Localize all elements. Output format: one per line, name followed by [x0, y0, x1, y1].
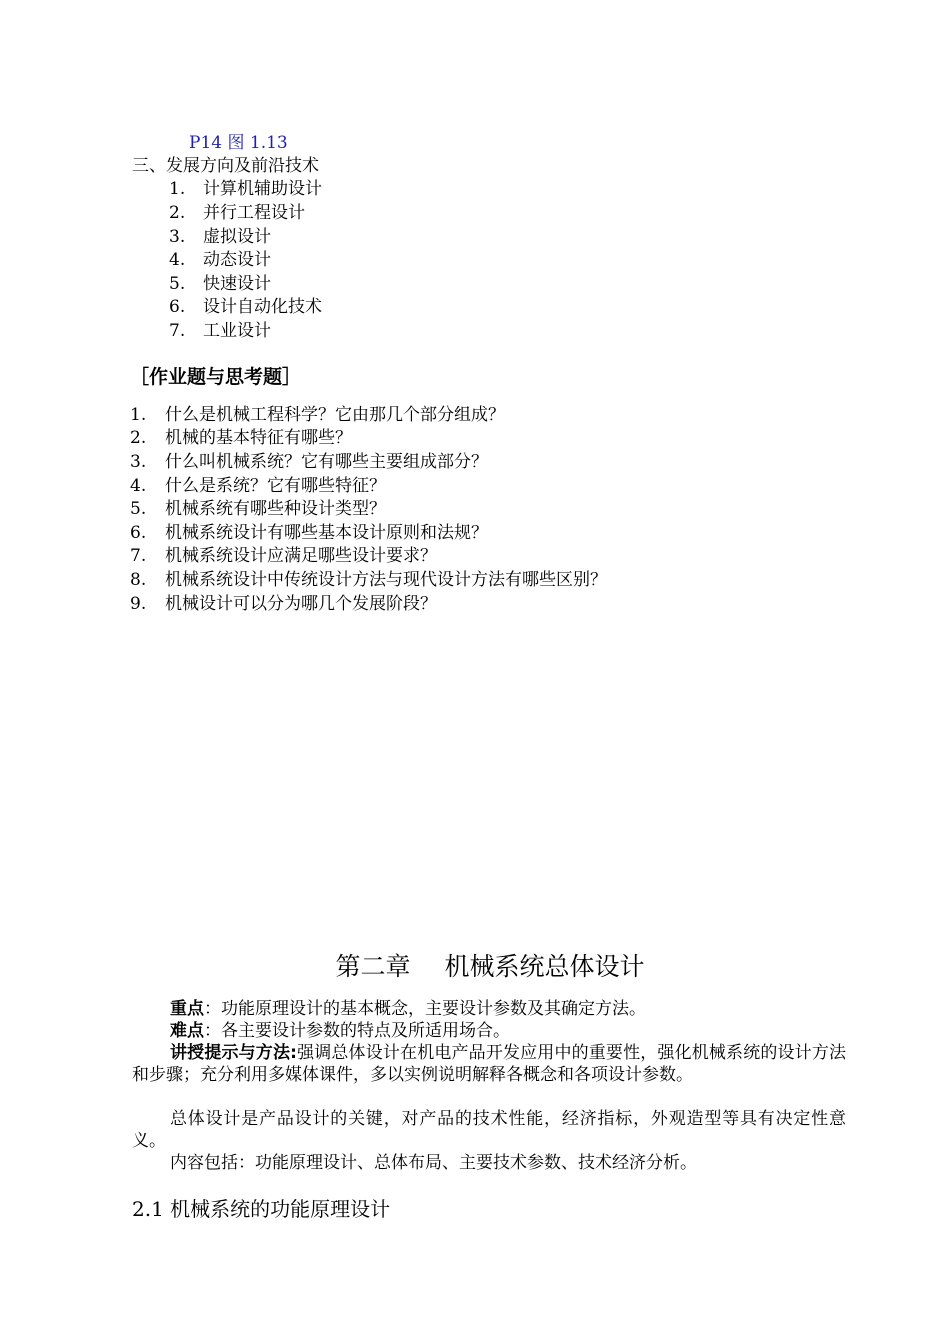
list-item: [130, 405, 505, 426]
list-item: [130, 523, 488, 544]
teaching-method-label: 讲授提示与方法:: [170, 1043, 297, 1063]
list-number: 3.: [169, 227, 186, 247]
list-text: 什么叫机械系统？它有哪些主要组成部分？: [165, 452, 488, 472]
list-text: 设计自动化技术: [203, 297, 322, 317]
list-item: [169, 297, 322, 318]
list-item: [169, 250, 271, 271]
difficult-points: [132, 1020, 846, 1042]
list-number: 1.: [169, 179, 186, 199]
list-number: 3.: [130, 452, 147, 472]
list-number: 6.: [130, 523, 147, 543]
list-number: 4.: [130, 476, 147, 496]
list-text: 机械的基本特征有哪些？: [165, 428, 352, 448]
list-number: 7.: [169, 321, 186, 341]
teaching-method-text: 强调总体设计在机电产品开发应用中的重要性，强化机械系统的设计方法和步骤；充分利用多媒体课件，多以实例说明解释各概念和各项设计参数。: [132, 1043, 846, 1085]
list-text: 什么是系统？它有哪些特征？: [165, 476, 386, 496]
chapter-number: 第二章: [335, 952, 411, 981]
list-item: [130, 476, 386, 497]
difficult-points-text: ：各主要设计参数的特点及所适用场合。: [204, 1021, 510, 1041]
list-text: 机械系统有哪些种设计类型？: [165, 499, 386, 519]
list-number: 7.: [130, 546, 147, 566]
list-text: 动态设计: [203, 250, 271, 270]
list-text: 并行工程设计: [203, 203, 305, 223]
list-item: [130, 499, 386, 520]
list-number: 5.: [130, 499, 147, 519]
chapter-name: 机械系统总体设计: [444, 952, 645, 981]
list-item: [130, 546, 437, 567]
subsection-heading: 2.1 机械系统的功能原理设计: [132, 1197, 391, 1221]
figure-reference: P14 图 1.13: [189, 133, 288, 153]
list-item: [130, 570, 607, 591]
list-number: 5.: [169, 274, 186, 294]
list-item: [130, 428, 352, 449]
list-number: 6.: [169, 297, 186, 317]
list-text: 机械系统设计应满足哪些设计要求？: [165, 546, 437, 566]
content-paragraph: 内容包括：功能原理设计、总体布局、主要技术参数、技术经济分析。: [170, 1153, 697, 1173]
list-text: 什么是机械工程科学？它由那几个部分组成？: [165, 405, 505, 425]
key-points: [132, 998, 846, 1020]
teaching-method: [132, 1042, 846, 1086]
list-item: [169, 203, 305, 224]
list-number: 1.: [130, 405, 147, 425]
list-text: 计算机辅助设计: [203, 179, 322, 199]
homework-title: ［作业题与思考题］: [130, 366, 302, 388]
chapter-title: [0, 951, 950, 982]
section-heading: 三、发展方向及前沿技术: [132, 156, 319, 176]
list-number: 2.: [130, 428, 147, 448]
list-text: 快速设计: [203, 274, 271, 294]
list-text: 虚拟设计: [203, 227, 271, 247]
list-text: 机械系统设计中传统设计方法与现代设计方法有哪些区别？: [165, 570, 607, 590]
list-number: 9.: [130, 594, 147, 614]
list-number: 4.: [169, 250, 186, 270]
list-number: 8.: [130, 570, 147, 590]
list-item: [130, 594, 437, 615]
list-item: [169, 321, 271, 342]
key-points-label: 重点: [170, 999, 204, 1019]
key-points-text: ：功能原理设计的基本概念，主要设计参数及其确定方法。: [204, 999, 646, 1019]
list-item: [169, 274, 271, 295]
list-item: [169, 227, 271, 248]
list-item: [130, 452, 488, 473]
intro-paragraph: 总体设计是产品设计的关键，对产品的技术性能，经济指标，外观造型等具有决定性意义。: [132, 1109, 846, 1151]
list-text: 工业设计: [203, 321, 271, 341]
difficult-points-label: 难点: [170, 1021, 204, 1041]
list-text: 机械系统设计有哪些基本设计原则和法规？: [165, 523, 488, 543]
list-number: 2.: [169, 203, 186, 223]
list-text: 机械设计可以分为哪几个发展阶段？: [165, 594, 437, 614]
list-item: [169, 179, 322, 200]
